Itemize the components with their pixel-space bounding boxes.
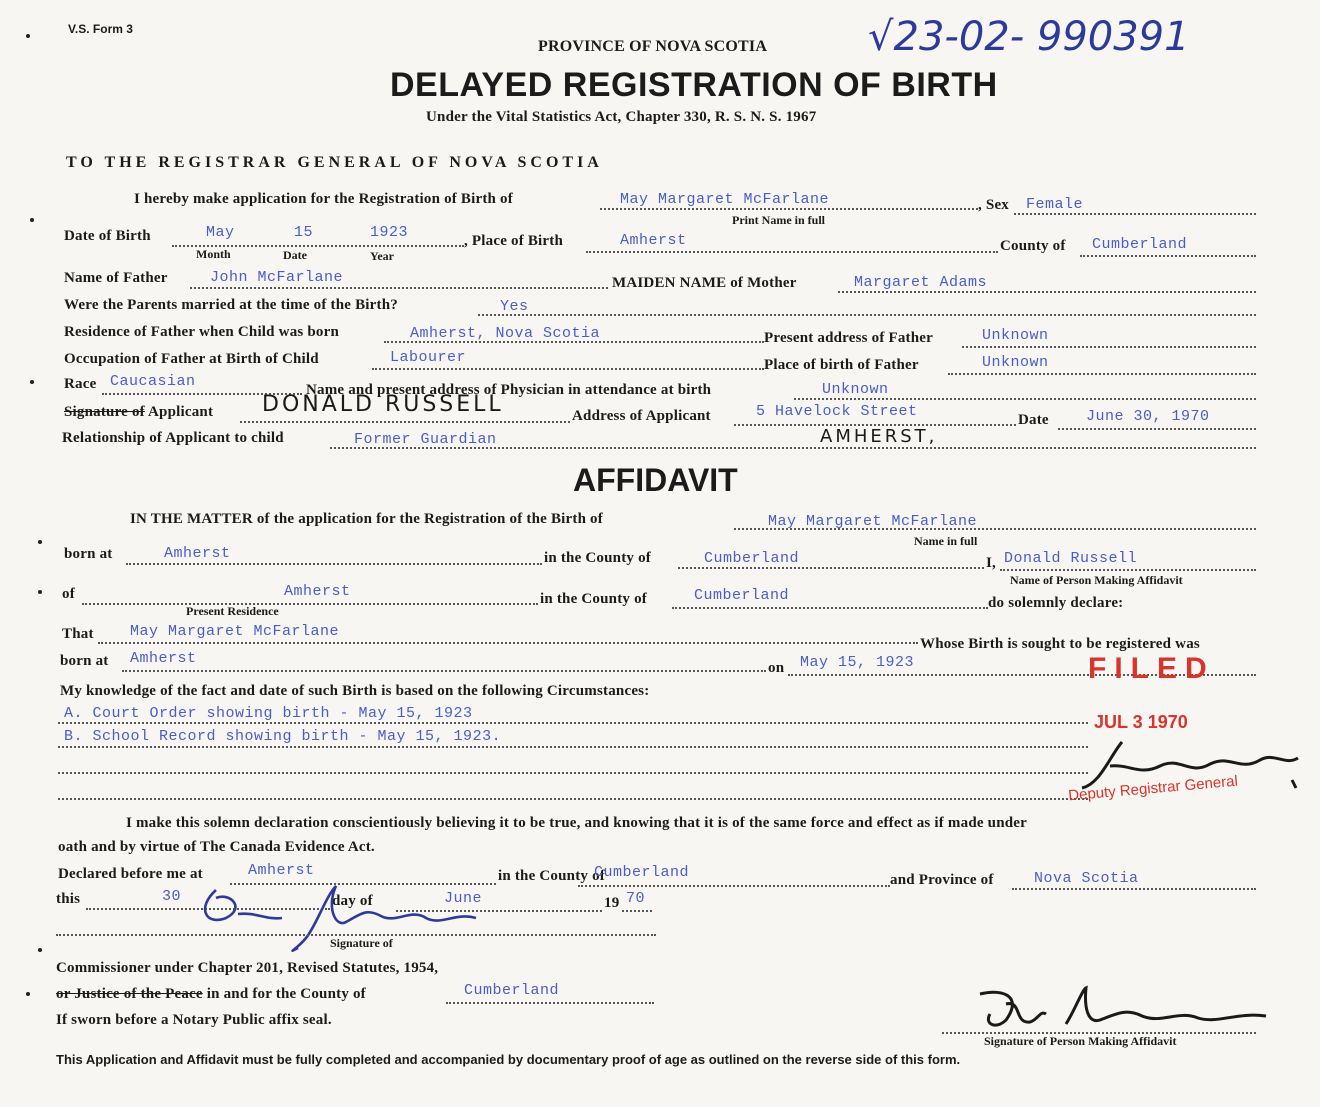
in-and-for-label: in and for the County of bbox=[202, 986, 366, 1002]
dotted-line bbox=[622, 910, 652, 912]
province-heading: PROVINCE OF NOVA SCOTIA bbox=[538, 38, 768, 55]
margin-dot bbox=[38, 590, 42, 594]
circumstance-b-field[interactable]: B. School Record showing birth - May 15, 1923. bbox=[64, 728, 502, 745]
dotted-line bbox=[1080, 255, 1256, 257]
label-year: Year bbox=[370, 249, 394, 263]
margin-dot bbox=[30, 380, 34, 384]
label-in-county: in the County of bbox=[544, 550, 651, 566]
dotted-line bbox=[56, 934, 656, 936]
physician-field[interactable]: Unknown bbox=[822, 381, 889, 398]
declared-county-field[interactable]: Cumberland bbox=[594, 864, 690, 881]
affidavit-county-field[interactable]: Cumberland bbox=[704, 550, 800, 567]
dotted-line bbox=[578, 885, 890, 887]
label-this: this bbox=[56, 891, 81, 907]
struck-justice-label: or Justice of the Peace bbox=[56, 986, 203, 1002]
label-date: Date bbox=[283, 248, 307, 262]
filed-stamp-date: JUL 3 1970 bbox=[1094, 712, 1188, 732]
label-race: Race bbox=[64, 376, 97, 392]
present-addr-field[interactable]: Unknown bbox=[982, 327, 1049, 344]
applicant-addr-field[interactable]: 5 Havelock Street bbox=[756, 403, 918, 420]
dotted-line bbox=[600, 208, 978, 210]
footer-note: This Application and Affidavit must be fully completed and accompanied by documentary proof of age as outlined on the reverse side of this form. bbox=[56, 1052, 961, 1067]
dotted-line bbox=[126, 563, 542, 565]
label-physician: Name and present address of Physician in attendance at birth bbox=[306, 382, 712, 398]
label-year-prefix: 19 bbox=[604, 895, 620, 911]
dotted-line bbox=[962, 346, 1256, 348]
label-name-full: Name in full bbox=[914, 534, 978, 548]
label-present-residence: Present Residence bbox=[186, 604, 279, 618]
label-print-name: Print Name in full bbox=[732, 213, 825, 227]
dotted-line bbox=[478, 314, 1256, 316]
dotted-line bbox=[82, 603, 538, 605]
on-date-field[interactable]: May 15, 1923 bbox=[800, 654, 915, 671]
label-relationship: Relationship of Applicant to child bbox=[62, 430, 284, 446]
deponent-field[interactable]: Donald Russell bbox=[1004, 550, 1138, 567]
label-month: Month bbox=[196, 247, 231, 261]
margin-dot bbox=[26, 34, 30, 38]
residence-field-affidavit[interactable]: Amherst bbox=[284, 583, 351, 600]
label-intro: I hereby make application for the Registration of Birth of bbox=[134, 191, 513, 207]
label-born-at: born at bbox=[64, 546, 113, 562]
affidavit-heading: AFFIDAVIT bbox=[573, 462, 738, 498]
dotted-line bbox=[58, 798, 1088, 800]
margin-dot bbox=[30, 218, 34, 222]
dotted-line bbox=[1014, 213, 1256, 215]
dotted-line bbox=[372, 368, 764, 370]
date-signed-field[interactable]: June 30, 1970 bbox=[1086, 408, 1210, 425]
relationship-field[interactable]: Former Guardian bbox=[354, 431, 497, 448]
label-married: Were the Parents married at the time of the Birth? bbox=[64, 297, 398, 313]
dotted-line bbox=[98, 642, 918, 644]
label-applicant-addr: Address of Applicant bbox=[572, 408, 711, 424]
dotted-line bbox=[58, 746, 1088, 748]
applicant-label: Applicant bbox=[144, 404, 214, 420]
year-suffix-field[interactable]: 70 bbox=[626, 890, 646, 907]
label-notary: If sworn before a Notary Public affix seal. bbox=[56, 1012, 332, 1028]
child-name-field[interactable]: May Margaret McFarlane bbox=[620, 191, 830, 208]
label-sex: , Sex bbox=[978, 197, 1009, 213]
deponent-signature bbox=[966, 984, 1278, 1034]
day-field[interactable]: 30 bbox=[162, 888, 182, 905]
struck-signature-label: Signature of bbox=[64, 404, 145, 420]
label-born-at: born at bbox=[60, 653, 109, 669]
file-number: √23-02- 990391 bbox=[868, 14, 1190, 60]
page-title: DELAYED REGISTRATION OF BIRTH bbox=[390, 66, 998, 104]
applicant-signature: DONALD RUSSELL bbox=[262, 392, 504, 417]
label-place: , Place of Birth bbox=[464, 233, 564, 249]
label-day-of: day of bbox=[332, 893, 373, 909]
label-father: Name of Father bbox=[64, 270, 168, 286]
label-declared: Declared before me at bbox=[58, 866, 203, 882]
sex-field[interactable]: Female bbox=[1026, 196, 1084, 213]
affidavit-name-field[interactable]: May Margaret McFarlane bbox=[768, 513, 978, 530]
margin-dot bbox=[38, 540, 42, 544]
dob-date-field[interactable]: 15 bbox=[294, 224, 314, 241]
dotted-line bbox=[672, 607, 988, 609]
declared-at-field[interactable]: Amherst bbox=[248, 862, 315, 879]
label-in-county: in the County of bbox=[540, 591, 647, 607]
label-signature-of: Signature of bbox=[330, 936, 393, 950]
county-field[interactable]: Cumberland bbox=[1092, 236, 1188, 253]
dotted-line bbox=[122, 670, 766, 672]
dotted-line bbox=[948, 373, 1256, 375]
dotted-line bbox=[190, 287, 608, 289]
mother-field[interactable]: Margaret Adams bbox=[854, 274, 988, 291]
place-field[interactable]: Amherst bbox=[620, 232, 687, 249]
margin-dot bbox=[38, 948, 42, 952]
label-justice bbox=[56, 986, 366, 1003]
residence-field[interactable]: Amherst, Nova Scotia bbox=[410, 325, 601, 342]
label-present-addr: Present address of Father bbox=[764, 330, 934, 346]
born-at-field[interactable]: Amherst bbox=[164, 545, 231, 562]
dotted-line bbox=[1012, 888, 1256, 890]
race-field[interactable]: Caucasian bbox=[110, 373, 196, 390]
label-dob: Date of Birth bbox=[64, 228, 151, 244]
page-subtitle: Under the Vital Statistics Act, Chapter 330, R. S. N. S. 1967 bbox=[426, 109, 817, 125]
label-signature-applicant bbox=[64, 404, 213, 421]
label-province: and Province of bbox=[890, 872, 994, 888]
label-deponent: Name of Person Making Affidavit bbox=[1010, 573, 1183, 587]
declaration-text-2: oath and by virtue of The Canada Evidence Act. bbox=[58, 839, 375, 855]
label-of: of bbox=[62, 586, 75, 602]
label-in-county: in the County of bbox=[498, 868, 605, 884]
dotted-line bbox=[446, 1002, 654, 1004]
label-occupation: Occupation of Father at Birth of Child bbox=[64, 351, 319, 367]
label-whose-birth: Whose Birth is sought to be registered was bbox=[920, 636, 1200, 652]
dotted-line bbox=[58, 722, 1088, 724]
filed-stamp: FILED bbox=[1088, 652, 1215, 685]
applicant-city-handwritten: AMHERST, bbox=[820, 426, 938, 447]
addressee: TO THE REGISTRAR GENERAL OF NOVA SCOTIA bbox=[66, 154, 603, 171]
father-birthplace-field[interactable]: Unknown bbox=[982, 354, 1049, 371]
that-name-field[interactable]: May Margaret McFarlane bbox=[130, 623, 340, 640]
dob-year-field[interactable]: 1923 bbox=[370, 224, 409, 241]
label-knowledge: My knowledge of the fact and date of such Birth is based on the following Circumstances: bbox=[60, 683, 650, 699]
margin-dot bbox=[26, 992, 30, 996]
declaration-text: I make this solemn declaration conscientiously believing it to be true, and knowing that it is of the same force and effect as if made under bbox=[126, 815, 1028, 831]
occupation-field[interactable]: Labourer bbox=[390, 349, 467, 366]
dotted-line bbox=[586, 251, 998, 253]
dotted-line bbox=[240, 421, 570, 423]
dotted-line bbox=[1058, 428, 1256, 430]
label-i: I, bbox=[986, 555, 996, 571]
dotted-line bbox=[58, 772, 1088, 774]
label-mother: MAIDEN NAME of Mother bbox=[612, 275, 797, 291]
filed-stamp-role: Deputy Registrar General bbox=[1067, 772, 1239, 805]
label-commissioner: Commissioner under Chapter 201, Revised Statutes, 1954, bbox=[56, 960, 439, 976]
married-field[interactable]: Yes bbox=[500, 298, 529, 315]
father-field[interactable]: John McFarlane bbox=[210, 269, 344, 286]
dotted-line bbox=[678, 567, 984, 569]
label-on: on bbox=[768, 660, 785, 676]
dotted-line bbox=[838, 291, 1256, 293]
month-field[interactable]: June bbox=[444, 890, 483, 907]
dotted-line bbox=[794, 398, 1256, 400]
label-date-signed: Date bbox=[1018, 412, 1049, 428]
label-county: County of bbox=[1000, 238, 1066, 254]
born-at2-field[interactable]: Amherst bbox=[130, 650, 197, 667]
label-that: That bbox=[62, 626, 94, 642]
label-father-birthplace: Place of birth of Father bbox=[764, 357, 919, 373]
form-number: V.S. Form 3 bbox=[68, 22, 133, 36]
label-deponent-signature: Signature of Person Making Affidavit bbox=[984, 1034, 1177, 1048]
commissioner-county-field[interactable]: Cumberland bbox=[464, 982, 560, 999]
residence-county-field[interactable]: Cumberland bbox=[694, 587, 790, 604]
dotted-line bbox=[1000, 569, 1256, 571]
registrar-signature bbox=[1070, 736, 1310, 798]
label-declare: do solemnly declare: bbox=[988, 595, 1124, 611]
label-residence: Residence of Father when Child was born bbox=[64, 324, 340, 340]
dob-month-field[interactable]: May bbox=[206, 224, 235, 241]
province-field[interactable]: Nova Scotia bbox=[1034, 870, 1139, 887]
label-matter: IN THE MATTER of the application for the Registration of the Birth of bbox=[130, 511, 603, 527]
circumstance-a-field[interactable]: A. Court Order showing birth - May 15, 1923 bbox=[64, 705, 473, 722]
